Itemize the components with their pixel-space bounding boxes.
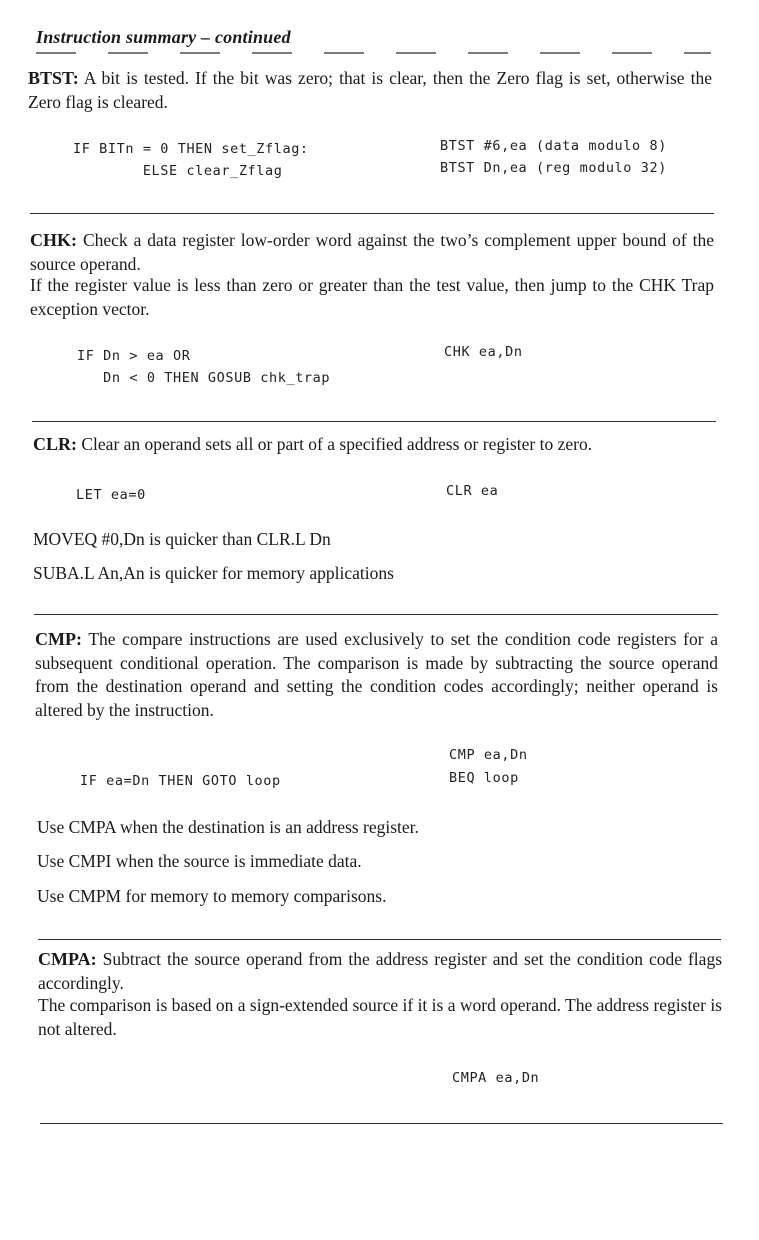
clr-asm-line-1: CLR ea (446, 483, 499, 499)
cmpa-description-2: The comparison is based on a sign-extended source if it is a word operand. The address register is not altered. (38, 995, 722, 1039)
btst-description (28, 67, 712, 114)
title-underline (36, 52, 711, 54)
cmpa-term: CMPA: (38, 949, 97, 969)
btst-asm-line-2: BTST Dn,ea (reg modulo 32) (440, 160, 667, 176)
cmpa-text: Subtract the source operand from the address register and set the condition code flags accordingly. (38, 949, 723, 993)
chk-asm-line-1: CHK ea,Dn (444, 344, 523, 360)
cmp-pseudo-line-1: IF ea=Dn THEN GOTO loop (80, 773, 281, 789)
clr-term: CLR: (33, 434, 77, 454)
btst-term: BTST: (28, 68, 79, 88)
btst-text: A bit is tested. If the bit was zero; that is clear, then the Zero flag is set, otherwise the Zero flag is cleared. (28, 68, 712, 112)
btst-pseudo-line-2: ELSE clear_Zflag (73, 163, 283, 179)
cmp-note-1: Use CMPA when the destination is an address register. (37, 817, 419, 837)
cmp-description (35, 628, 718, 722)
clr-note-2: SUBA.L An,An is quicker for memory applications (33, 563, 394, 583)
section-divider (40, 1123, 723, 1124)
chk-description (30, 229, 714, 276)
section-divider (34, 614, 718, 615)
btst-pseudo-line-1: IF BITn = 0 THEN set_Zflag: (73, 141, 309, 157)
cmp-note-2: Use CMPI when the source is immediate data. (37, 851, 362, 871)
cmp-asm-line-2: BEQ loop (449, 770, 519, 786)
clr-text: Clear an operand sets all or part of a specified address or register to zero. (81, 434, 593, 454)
chk-pseudo-line-2: Dn < 0 THEN GOSUB chk_trap (77, 370, 331, 386)
section-divider (38, 939, 721, 940)
clr-pseudo-line-1: LET ea=0 (76, 487, 146, 503)
page-title: Instruction summary – continued (36, 27, 291, 47)
chk-pseudo-line-1: IF Dn > ea OR (77, 348, 191, 364)
cmp-asm-line-1: CMP ea,Dn (449, 747, 528, 763)
cmp-text: The compare instructions are used exclusively to set the condition code registers for a subsequent conditional operation. The comparison is made by subtracting the source operand from the destination operand and setting the condition codes accordingly; neither operand is altered by the instruction. (35, 629, 719, 720)
section-divider (30, 213, 714, 214)
chk-term: CHK: (30, 230, 77, 250)
section-divider (32, 421, 716, 422)
chk-text: Check a data register low-order word against the two’s complement upper bound of the source operand. (30, 230, 715, 274)
cmp-note-3: Use CMPM for memory to memory comparisons. (37, 886, 387, 906)
cmp-term: CMP: (35, 629, 82, 649)
cmpa-asm-line-1: CMPA ea,Dn (452, 1070, 540, 1086)
chk-description-2: If the register value is less than zero or greater than the test value, then jump to the CHK Trap exception vector. (30, 275, 714, 319)
clr-description (33, 433, 723, 457)
cmpa-description (38, 948, 722, 995)
clr-note-1: MOVEQ #0,Dn is quicker than CLR.L Dn (33, 529, 331, 549)
btst-asm-line-1: BTST #6,ea (data modulo 8) (440, 138, 667, 154)
